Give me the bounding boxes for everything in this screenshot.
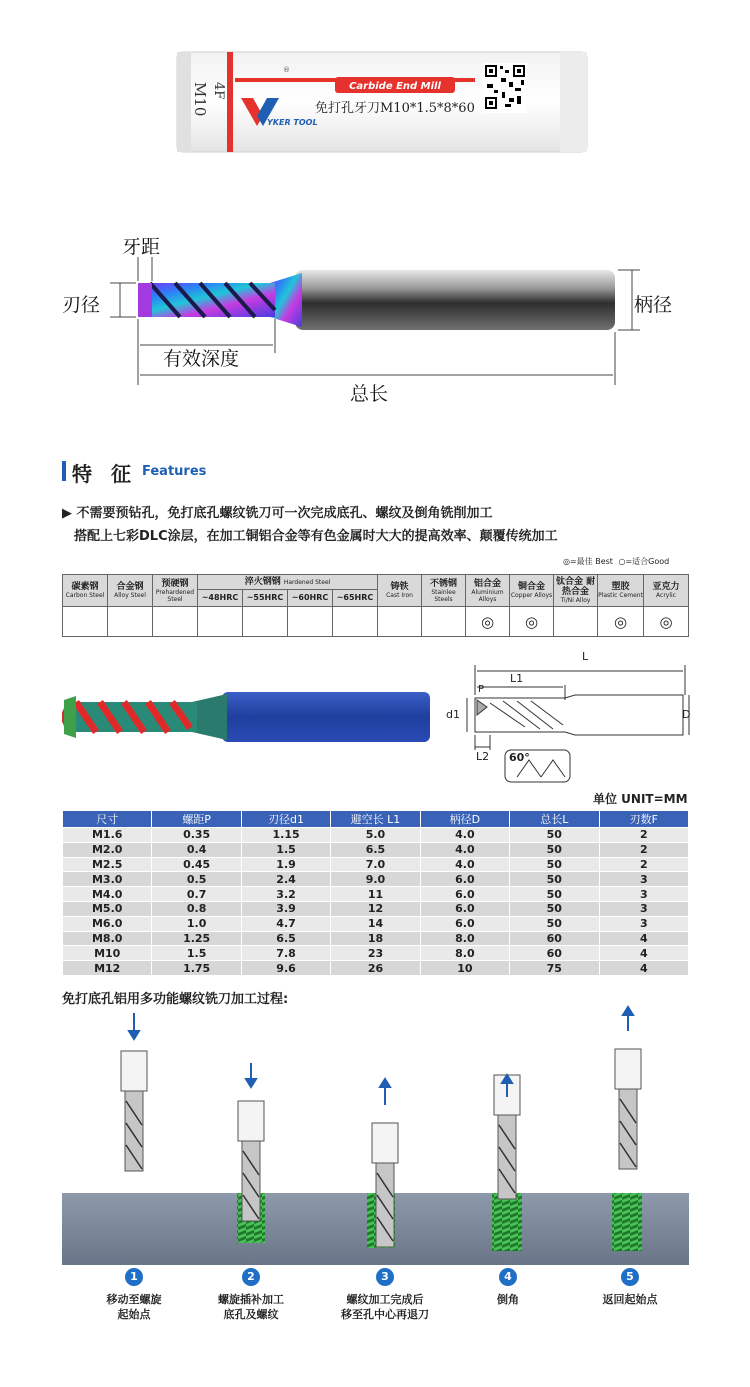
product-name: 免打孔牙刀M10*1.5*8*60: [315, 101, 475, 116]
effective-depth-label: 有效深度: [163, 348, 240, 370]
legend-good: ○=适合Good: [618, 557, 670, 566]
spec-cell: 50: [510, 887, 599, 902]
table-row: [63, 946, 689, 961]
drawing-L1: L1: [510, 672, 524, 685]
registered-mark: ®: [283, 66, 290, 74]
spec-cell: 0.4: [152, 842, 241, 857]
spec-cell: 60: [510, 946, 599, 961]
spec-cell: 4.0: [420, 857, 509, 872]
spec-cell: 1.5: [241, 842, 330, 857]
spec-cell: 0.5: [152, 872, 241, 887]
spec-cell: 3: [599, 916, 688, 931]
step-number: 4: [499, 1268, 517, 1286]
spec-cell: 60: [510, 931, 599, 946]
technical-drawing: [445, 655, 695, 790]
spec-cell: M2.0: [63, 842, 152, 857]
shank-diameter-label: 柄径: [634, 294, 673, 316]
spec-header: 刃径d1: [241, 811, 330, 828]
spec-header: 柄径D: [420, 811, 509, 828]
step-label: 螺旋插补加工 底孔及螺纹: [218, 1293, 284, 1321]
material-header: 碳素钢 Carbon Steel: [63, 575, 108, 607]
spec-cell: M4.0: [63, 887, 152, 902]
cut-diameter-label: 刃径: [62, 294, 101, 316]
spec-cell: 6.0: [420, 901, 509, 916]
spec-cell: 2: [599, 857, 688, 872]
spec-cell: 9.6: [241, 961, 330, 976]
spec-cell: 50: [510, 916, 599, 931]
spec-cell: 7.0: [331, 857, 420, 872]
material-mark: [153, 607, 198, 637]
drawing-L: L: [582, 650, 589, 663]
material-mark: [63, 607, 108, 637]
table-row: [63, 857, 689, 872]
spec-cell: 0.45: [152, 857, 241, 872]
material-header: 淬火钢钢 Hardened Steel: [198, 575, 378, 590]
spec-cell: 8.0: [420, 946, 509, 961]
spec-cell: 50: [510, 842, 599, 857]
spec-cell: 23: [331, 946, 420, 961]
product-package: [175, 48, 590, 158]
spec-cell: 6.0: [420, 872, 509, 887]
material-mark: [554, 607, 598, 637]
hardness-header: ~65HRC: [333, 589, 378, 606]
table-row: [63, 872, 689, 887]
material-mark: ◎: [466, 607, 510, 637]
spec-header: 避空长 L1: [331, 811, 420, 828]
drawing-D: D: [682, 708, 691, 721]
legend-best: ◎=最佳 Best: [563, 557, 613, 566]
drawing-angle: 60°: [509, 751, 530, 764]
spec-cell: 0.7: [152, 887, 241, 902]
step-number: 5: [621, 1268, 639, 1286]
spec-cell: M10: [63, 946, 152, 961]
table-row: [63, 887, 689, 902]
spec-cell: 6.0: [420, 887, 509, 902]
flute-label: 4F: [211, 82, 226, 100]
spec-cell: 50: [510, 828, 599, 843]
spec-cell: M6.0: [63, 916, 152, 931]
spec-cell: 75: [510, 961, 599, 976]
step-label: 移动至螺旋 起始点: [106, 1293, 162, 1321]
suitability-legend: [563, 556, 669, 567]
table-row: [63, 901, 689, 916]
material-mark: [243, 607, 288, 637]
step-label: 倒角: [497, 1293, 519, 1306]
banner-text: Carbide End Mill: [349, 81, 441, 92]
drawing-d1: d1: [446, 708, 460, 721]
feature-line-2: 搭配上七彩DLC涂层，在加工铜铝合金等有色金属时大大的提高效率、颠覆传统加工: [74, 529, 558, 544]
spec-cell: 11: [331, 887, 420, 902]
material-header: 铝合金 Aluminium Alloys: [466, 575, 510, 607]
hardness-header: ~48HRC: [198, 589, 243, 606]
spec-cell: 1.5: [152, 946, 241, 961]
spec-cell: 3.9: [241, 901, 330, 916]
spec-cell: 2: [599, 842, 688, 857]
spec-header: 刃数F: [599, 811, 688, 828]
material-header: 铸铁 Cast Iron: [378, 575, 422, 607]
tool-shank: [295, 270, 615, 330]
spec-cell: 18: [331, 931, 420, 946]
material-header: 合金钢 Alloy Steel: [108, 575, 153, 607]
feature-line-1: ▶ 不需要预钻孔，免打底孔螺纹铣刀可一次完成底孔、螺纹及倒角铣削加工: [62, 506, 493, 521]
spec-cell: M1.6: [63, 828, 152, 843]
spec-cell: 5.0: [331, 828, 420, 843]
step-number: 2: [242, 1268, 260, 1286]
material-mark: [108, 607, 153, 637]
spec-cell: 14: [331, 916, 420, 931]
spec-cell: 4.0: [420, 828, 509, 843]
spec-cell: 4.0: [420, 842, 509, 857]
spec-cell: 1.75: [152, 961, 241, 976]
material-table: [62, 574, 689, 637]
spec-cell: 1.15: [241, 828, 330, 843]
material-mark: [333, 607, 378, 637]
material-header: 钛合金 耐热合金 Ti/Ni Alloy: [554, 575, 598, 607]
material-mark: [288, 607, 333, 637]
drawing-P: P: [478, 684, 485, 695]
process-title: 免打底孔铝用多功能螺纹铣刀加工过程:: [62, 992, 289, 1007]
qr-code: [483, 63, 527, 113]
spec-cell: 12: [331, 901, 420, 916]
table-row: [63, 916, 689, 931]
spec-header: 螺距P: [152, 811, 241, 828]
material-header: 预硬钢 Prehardened Steel: [153, 575, 198, 607]
spec-cell: 4.7: [241, 916, 330, 931]
brand-name: YKER TOOL: [267, 118, 318, 127]
features-title-en: Features: [142, 464, 207, 479]
table-row: [63, 842, 689, 857]
hardness-header: ~55HRC: [243, 589, 288, 606]
features-title-zh: 特 征: [72, 462, 137, 486]
material-header: 亚克力 Acrylic: [644, 575, 689, 607]
process-illustration: [62, 1005, 689, 1265]
total-length-label: 总长: [350, 383, 389, 405]
material-mark: ◎: [598, 607, 644, 637]
unit-label: 单位 UNIT=MM: [593, 792, 688, 806]
spec-header: 尺寸: [63, 811, 152, 828]
spec-cell: 3: [599, 872, 688, 887]
spec-cell: 1.9: [241, 857, 330, 872]
spec-header: 总长L: [510, 811, 599, 828]
drawing-L2: L2: [476, 750, 490, 763]
table-row: [63, 961, 689, 976]
material-mark: ◎: [644, 607, 689, 637]
spec-cell: 10: [420, 961, 509, 976]
tool-render: [62, 680, 437, 760]
spec-cell: M2.5: [63, 857, 152, 872]
step-label: 返回起始点: [602, 1293, 658, 1306]
spec-cell: 0.35: [152, 828, 241, 843]
spec-cell: M5.0: [63, 901, 152, 916]
spec-cell: 1.25: [152, 931, 241, 946]
pitch-label: 牙距: [122, 236, 161, 258]
spec-cell: 50: [510, 901, 599, 916]
spec-cell: 8.0: [420, 931, 509, 946]
material-mark: [422, 607, 466, 637]
spec-cell: 6.0: [420, 916, 509, 931]
spec-cell: M3.0: [63, 872, 152, 887]
spec-cell: 4: [599, 961, 688, 976]
spec-cell: 6.5: [331, 842, 420, 857]
spec-cell: 3: [599, 901, 688, 916]
step-number: 1: [125, 1268, 143, 1286]
material-header: 铜合金 Copper Alloys: [510, 575, 554, 607]
table-row: [63, 931, 689, 946]
spec-cell: 4: [599, 931, 688, 946]
spec-cell: 1.0: [152, 916, 241, 931]
spec-cell: 2: [599, 828, 688, 843]
hardness-header: ~60HRC: [288, 589, 333, 606]
material-mark: [198, 607, 243, 637]
step-number: 3: [376, 1268, 394, 1286]
spec-table: [62, 810, 689, 976]
spec-cell: 3.2: [241, 887, 330, 902]
spec-cell: 50: [510, 857, 599, 872]
spec-cell: 7.8: [241, 946, 330, 961]
material-mark: [378, 607, 422, 637]
material-header: 不锈钢 Stainlee Steels: [422, 575, 466, 607]
spec-cell: 3: [599, 887, 688, 902]
material-mark: ◎: [510, 607, 554, 637]
spec-cell: 6.5: [241, 931, 330, 946]
spec-cell: 9.0: [331, 872, 420, 887]
material-header: 塑胶 Plastic Cement: [598, 575, 644, 607]
size-label: M10: [191, 82, 209, 117]
spec-cell: 0.8: [152, 901, 241, 916]
table-row: [63, 828, 689, 843]
spec-cell: M8.0: [63, 931, 152, 946]
spec-cell: 4: [599, 946, 688, 961]
spec-cell: 2.4: [241, 872, 330, 887]
spec-cell: 26: [331, 961, 420, 976]
spec-cell: M12: [63, 961, 152, 976]
step-label: 螺纹加工完成后 移至孔中心再退刀: [341, 1293, 429, 1321]
spec-cell: 50: [510, 872, 599, 887]
